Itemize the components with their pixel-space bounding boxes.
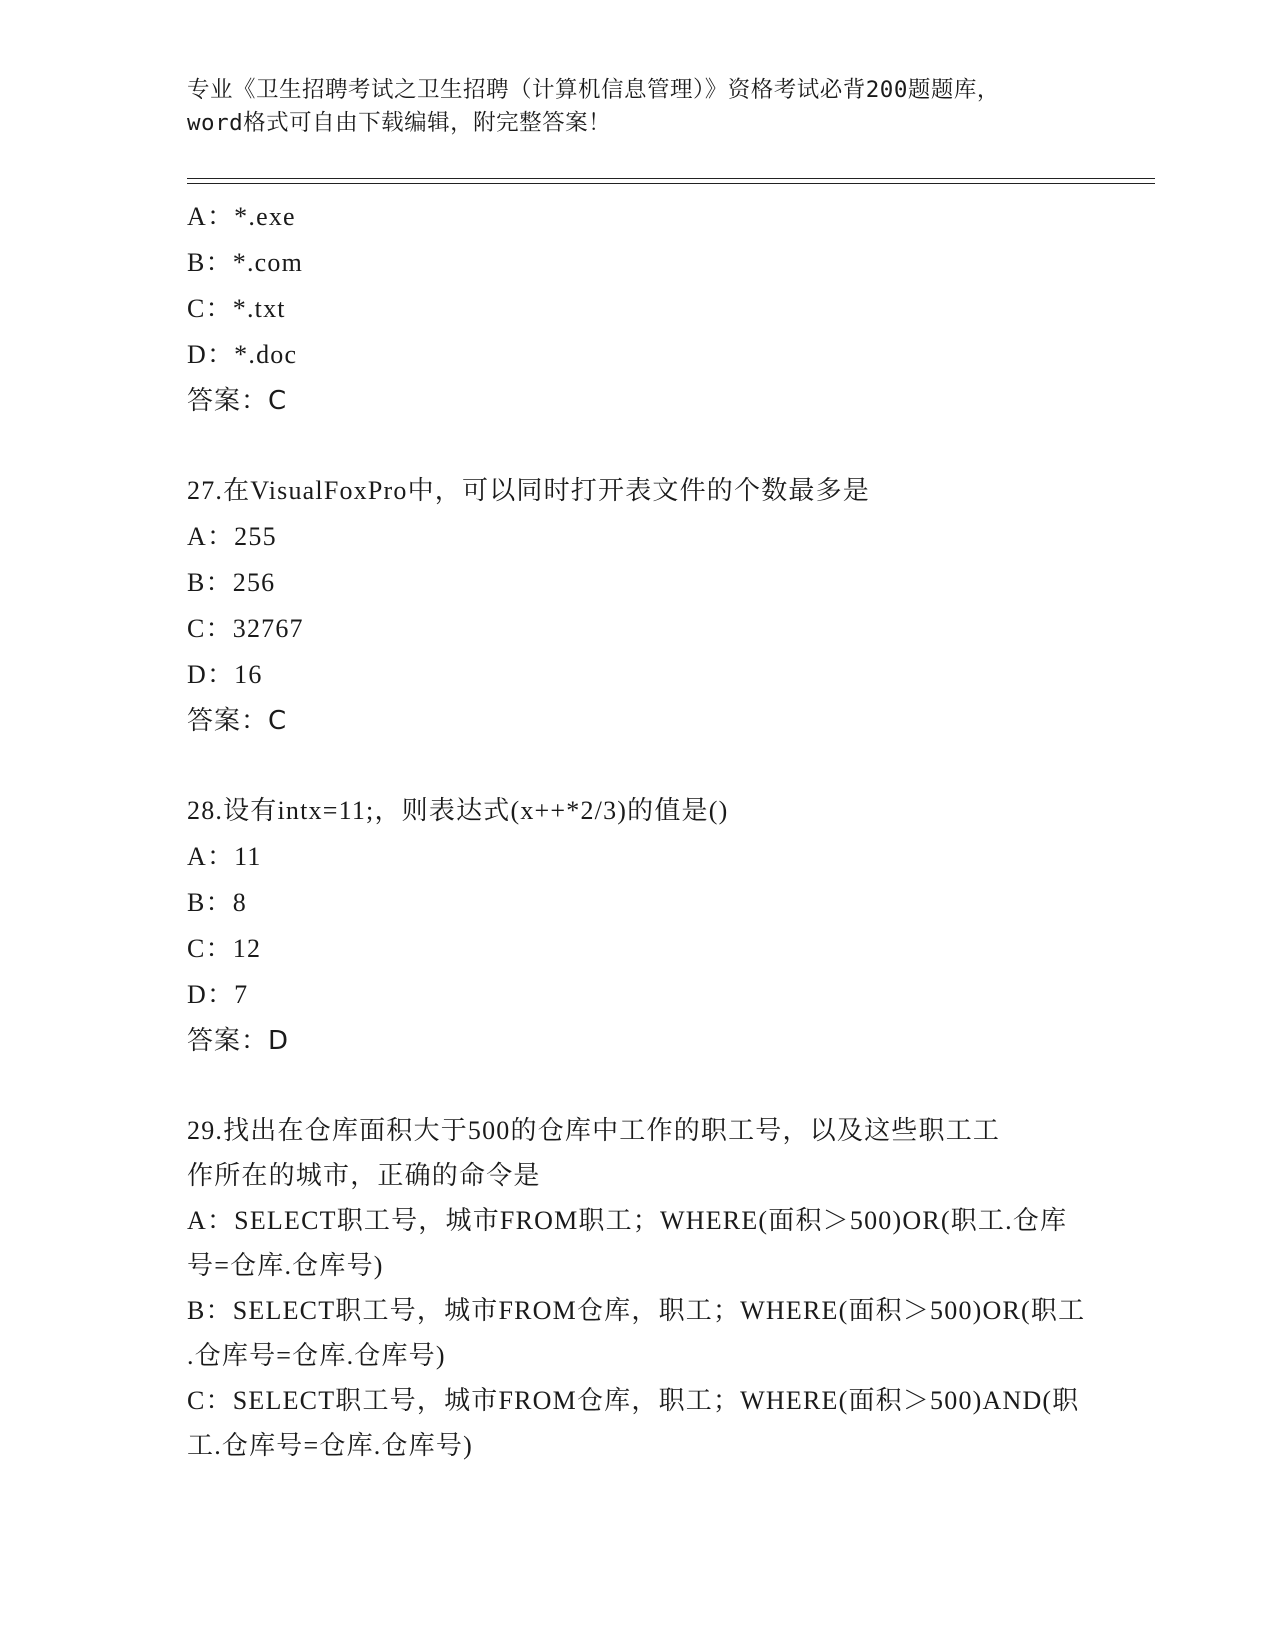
option-a: A：11 <box>187 842 262 871</box>
option-c: C：32767 <box>187 614 304 643</box>
option-b: B：*.com <box>187 248 304 277</box>
answer: 答案：C <box>187 386 288 416</box>
option-b-line-1: B：SELECT职工号，城市FROM仓库，职工；WHERE(面积＞500)OR(职工 <box>187 1296 1086 1325</box>
question-27 <box>187 468 1087 744</box>
header-divider-top <box>187 178 1155 179</box>
option-a: A：*.exe <box>187 202 296 231</box>
option-a-line-2: 号=仓库.仓库号) <box>187 1251 384 1280</box>
question-spacer <box>187 744 1087 788</box>
option-d: D：16 <box>187 660 263 689</box>
question-26 <box>187 194 1087 424</box>
option-a: A：255 <box>187 522 277 551</box>
question-29 <box>187 1108 1087 1468</box>
option-c: C：*.txt <box>187 294 286 323</box>
option-d: D：7 <box>187 980 249 1009</box>
header-divider-bottom <box>187 183 1155 184</box>
option-b-line-2: .仓库号=仓库.仓库号) <box>187 1341 446 1370</box>
question-text: 28.设有intx=11;，则表达式(x++*2/3)的值是() <box>187 796 729 825</box>
option-a-line-1: A：SELECT职工号，城市FROM职工；WHERE(面积＞500)OR(职工.仓库 <box>187 1206 1068 1235</box>
question-text-line-1: 29.找出在仓库面积大于500的仓库中工作的职工号，以及这些职工工 <box>187 1116 1001 1145</box>
option-b: B：256 <box>187 568 276 597</box>
document-header <box>187 74 1087 140</box>
option-c-line-1: C：SELECT职工号，城市FROM仓库，职工；WHERE(面积＞500)AND(职 <box>187 1386 1080 1415</box>
option-c: C：12 <box>187 934 262 963</box>
option-b: B：8 <box>187 888 247 917</box>
question-spacer <box>187 1064 1087 1108</box>
question-28 <box>187 788 1087 1064</box>
question-text-line-2: 作所在的城市，正确的命令是 <box>187 1161 541 1190</box>
header-title-line-2: word格式可自由下载编辑，附完整答案！ <box>187 110 612 136</box>
question-spacer <box>187 424 1087 468</box>
question-list <box>187 194 1087 1468</box>
option-d: D：*.doc <box>187 340 298 369</box>
option-c-line-2: 工.仓库号=仓库.仓库号) <box>187 1431 473 1460</box>
answer: 答案：C <box>187 706 288 736</box>
question-text: 27.在VisualFoxPro中，可以同时打开表文件的个数最多是 <box>187 476 870 505</box>
answer: 答案：D <box>187 1026 290 1056</box>
header-title-line-1: 专业《卫生招聘考试之卫生招聘（计算机信息管理）》资格考试必背200题题库， <box>187 77 1000 103</box>
